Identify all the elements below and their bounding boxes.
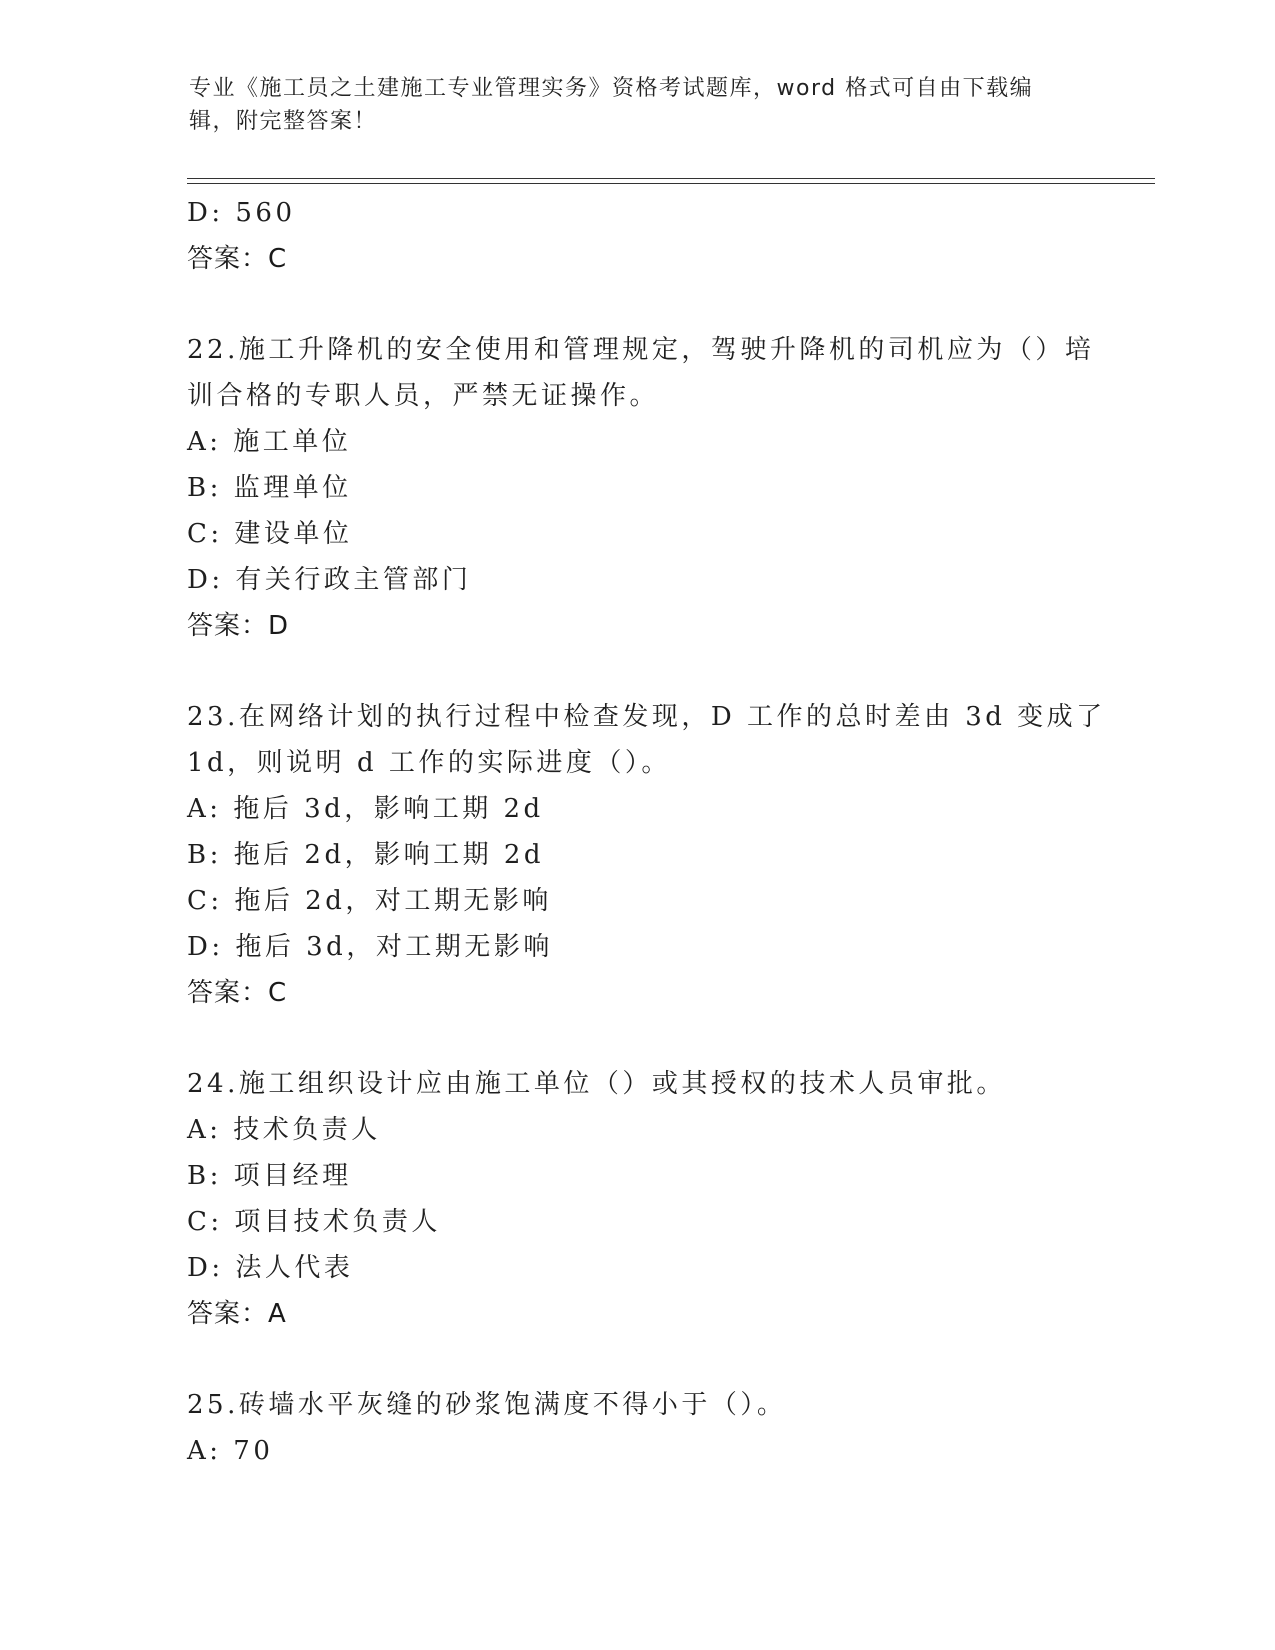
question-stem-line: 训合格的专职人员，严禁无证操作。 <box>187 381 660 411</box>
header-line-2: 辑，附完整答案！ <box>189 109 378 134</box>
question-block-prev <box>187 190 1087 282</box>
option-c: C: 建设单位 <box>187 519 353 549</box>
question-stem-line: 23.在网络计划的执行过程中检查发现，D 工作的总时差由 3d 变成了 <box>187 702 1106 732</box>
option-a: A: 施工单位 <box>187 427 352 457</box>
question-stem-line: 24.施工组织设计应由施工单位（）或其授权的技术人员审批。 <box>187 1069 1006 1099</box>
question-block-23 <box>187 694 1106 1016</box>
answer-line: 答案：C <box>187 978 288 1008</box>
question-list <box>187 190 1106 1474</box>
option-c: C: 项目技术负责人 <box>187 1207 441 1237</box>
page-header <box>189 72 1089 138</box>
header-divider-top <box>187 178 1155 179</box>
option-a: A: 70 <box>187 1436 274 1466</box>
option-b: B: 项目经理 <box>187 1161 352 1191</box>
option-c: C: 拖后 2d，对工期无影响 <box>187 886 552 916</box>
header-divider-bottom <box>187 183 1155 184</box>
option-d: D: 拖后 3d，对工期无影响 <box>187 932 553 962</box>
option-a: A: 技术负责人 <box>187 1115 381 1145</box>
header-line-1: 专业《施工员之土建施工专业管理实务》资格考试题库，word 格式可自由下载编 <box>189 76 1034 101</box>
option-d: D: 法人代表 <box>187 1253 354 1283</box>
question-block-24 <box>187 1061 1087 1337</box>
answer-line: 答案：A <box>187 1299 287 1329</box>
question-block-25 <box>187 1382 1087 1474</box>
option-a: A: 拖后 3d，影响工期 2d <box>187 794 544 824</box>
option-b: B: 监理单位 <box>187 473 352 503</box>
question-stem-line: 25.砖墙水平灰缝的砂浆饱满度不得小于（）。 <box>187 1390 787 1420</box>
option-d: D: 有关行政主管部门 <box>187 565 472 595</box>
option-b: B: 拖后 2d，影响工期 2d <box>187 840 545 870</box>
answer-line: 答案：C <box>187 244 288 274</box>
question-stem-line: 22.施工升降机的安全使用和管理规定，驾驶升降机的司机应为（）培 <box>187 335 1095 365</box>
option-d: D: 560 <box>187 198 296 228</box>
question-stem-line: 1d，则说明 d 工作的实际进度（）。 <box>187 748 671 778</box>
answer-line: 答案：D <box>187 611 290 641</box>
question-block-22 <box>187 327 1095 649</box>
